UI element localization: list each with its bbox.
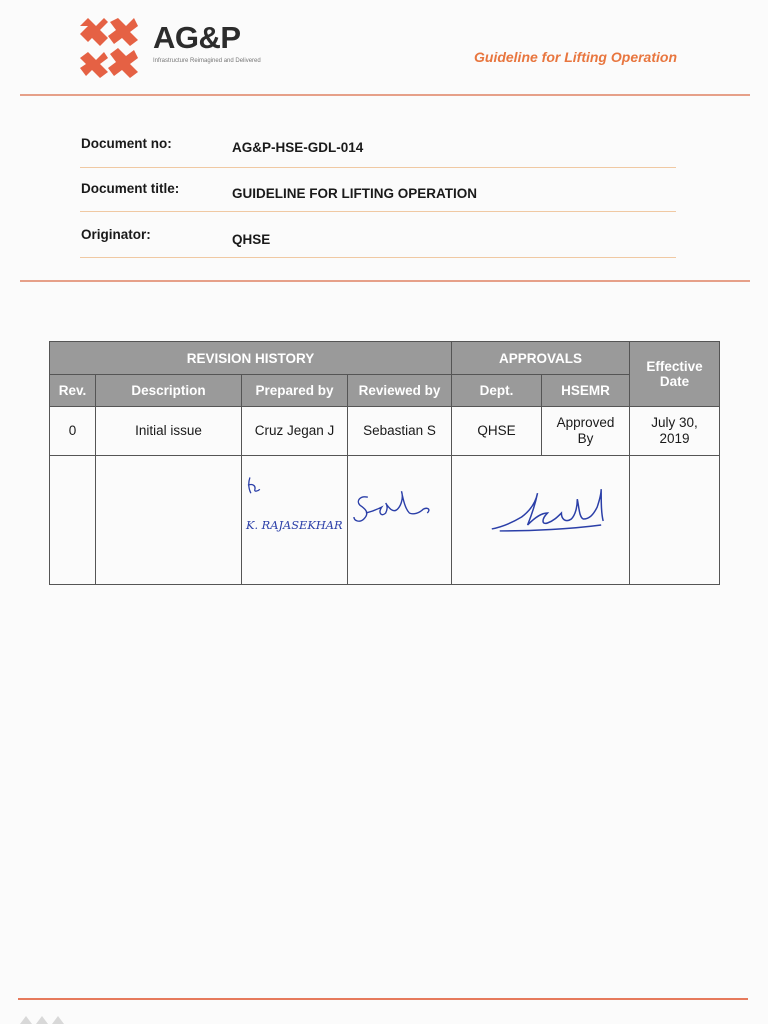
footer-logo-mark-icon xyxy=(20,1016,80,1024)
prepared-by-signature-cell xyxy=(242,456,348,585)
description-cell: Initial issue xyxy=(96,407,242,456)
signature-cell xyxy=(50,456,96,585)
signature-cell xyxy=(96,456,242,585)
revision-history-header: REVISION HISTORY xyxy=(50,342,452,375)
hsemr-header: HSEMR xyxy=(542,375,630,407)
rev-header: Rev. xyxy=(50,375,96,407)
prepared-by-header: Prepared by xyxy=(242,375,348,407)
document-no-value: AG&P-HSE-GDL-014 xyxy=(232,140,364,155)
document-no-label: Document no: xyxy=(81,136,172,151)
agp-logo-mark-icon xyxy=(78,18,140,80)
document-no-row xyxy=(80,124,676,168)
dept-header: Dept. xyxy=(452,375,542,407)
metadata-divider xyxy=(20,280,750,282)
svg-text:K. RAJASEKHAR: K. RAJASEKHAR xyxy=(245,517,343,532)
effective-date-cell: July 30, 2019 xyxy=(630,407,720,456)
reviewed-by-cell: Sebastian S xyxy=(348,407,452,456)
document-title-value: GUIDELINE FOR LIFTING OPERATION xyxy=(232,186,477,201)
effective-date-header: Effective Date xyxy=(630,342,720,407)
signature-row xyxy=(50,456,720,585)
prepared-by-cell: Cruz Jegan J xyxy=(242,407,348,456)
revision-history-table xyxy=(49,341,720,585)
reviewed-by-signature-cell xyxy=(348,456,452,585)
signature-cell xyxy=(630,456,720,585)
dept-cell: QHSE xyxy=(452,407,542,456)
document-heading: Guideline for Lifting Operation xyxy=(474,49,677,65)
reviewed-by-signature xyxy=(348,457,451,583)
row-divider xyxy=(80,257,676,258)
originator-value: QHSE xyxy=(232,232,271,247)
originator-label: Originator: xyxy=(81,227,151,242)
approvals-header: APPROVALS xyxy=(452,342,630,375)
approval-signature-cell xyxy=(452,456,630,585)
reviewed-by-header: Reviewed by xyxy=(348,375,452,407)
approval-signature xyxy=(452,457,629,583)
rev-cell: 0 xyxy=(50,407,96,456)
originator-row xyxy=(80,214,676,258)
description-header: Description xyxy=(96,375,242,407)
header-divider xyxy=(20,94,750,96)
brand-tagline: Infrastructure Reimagined and Delivered xyxy=(153,58,261,64)
row-divider xyxy=(80,211,676,212)
hsemr-cell: Approved By xyxy=(542,407,630,456)
brand-name: AG&P xyxy=(153,20,241,55)
document-title-label: Document title: xyxy=(81,181,180,196)
prepared-by-signature xyxy=(242,457,347,583)
document-title-row xyxy=(80,168,676,212)
table-row xyxy=(50,407,720,456)
footer-divider xyxy=(18,998,748,1000)
